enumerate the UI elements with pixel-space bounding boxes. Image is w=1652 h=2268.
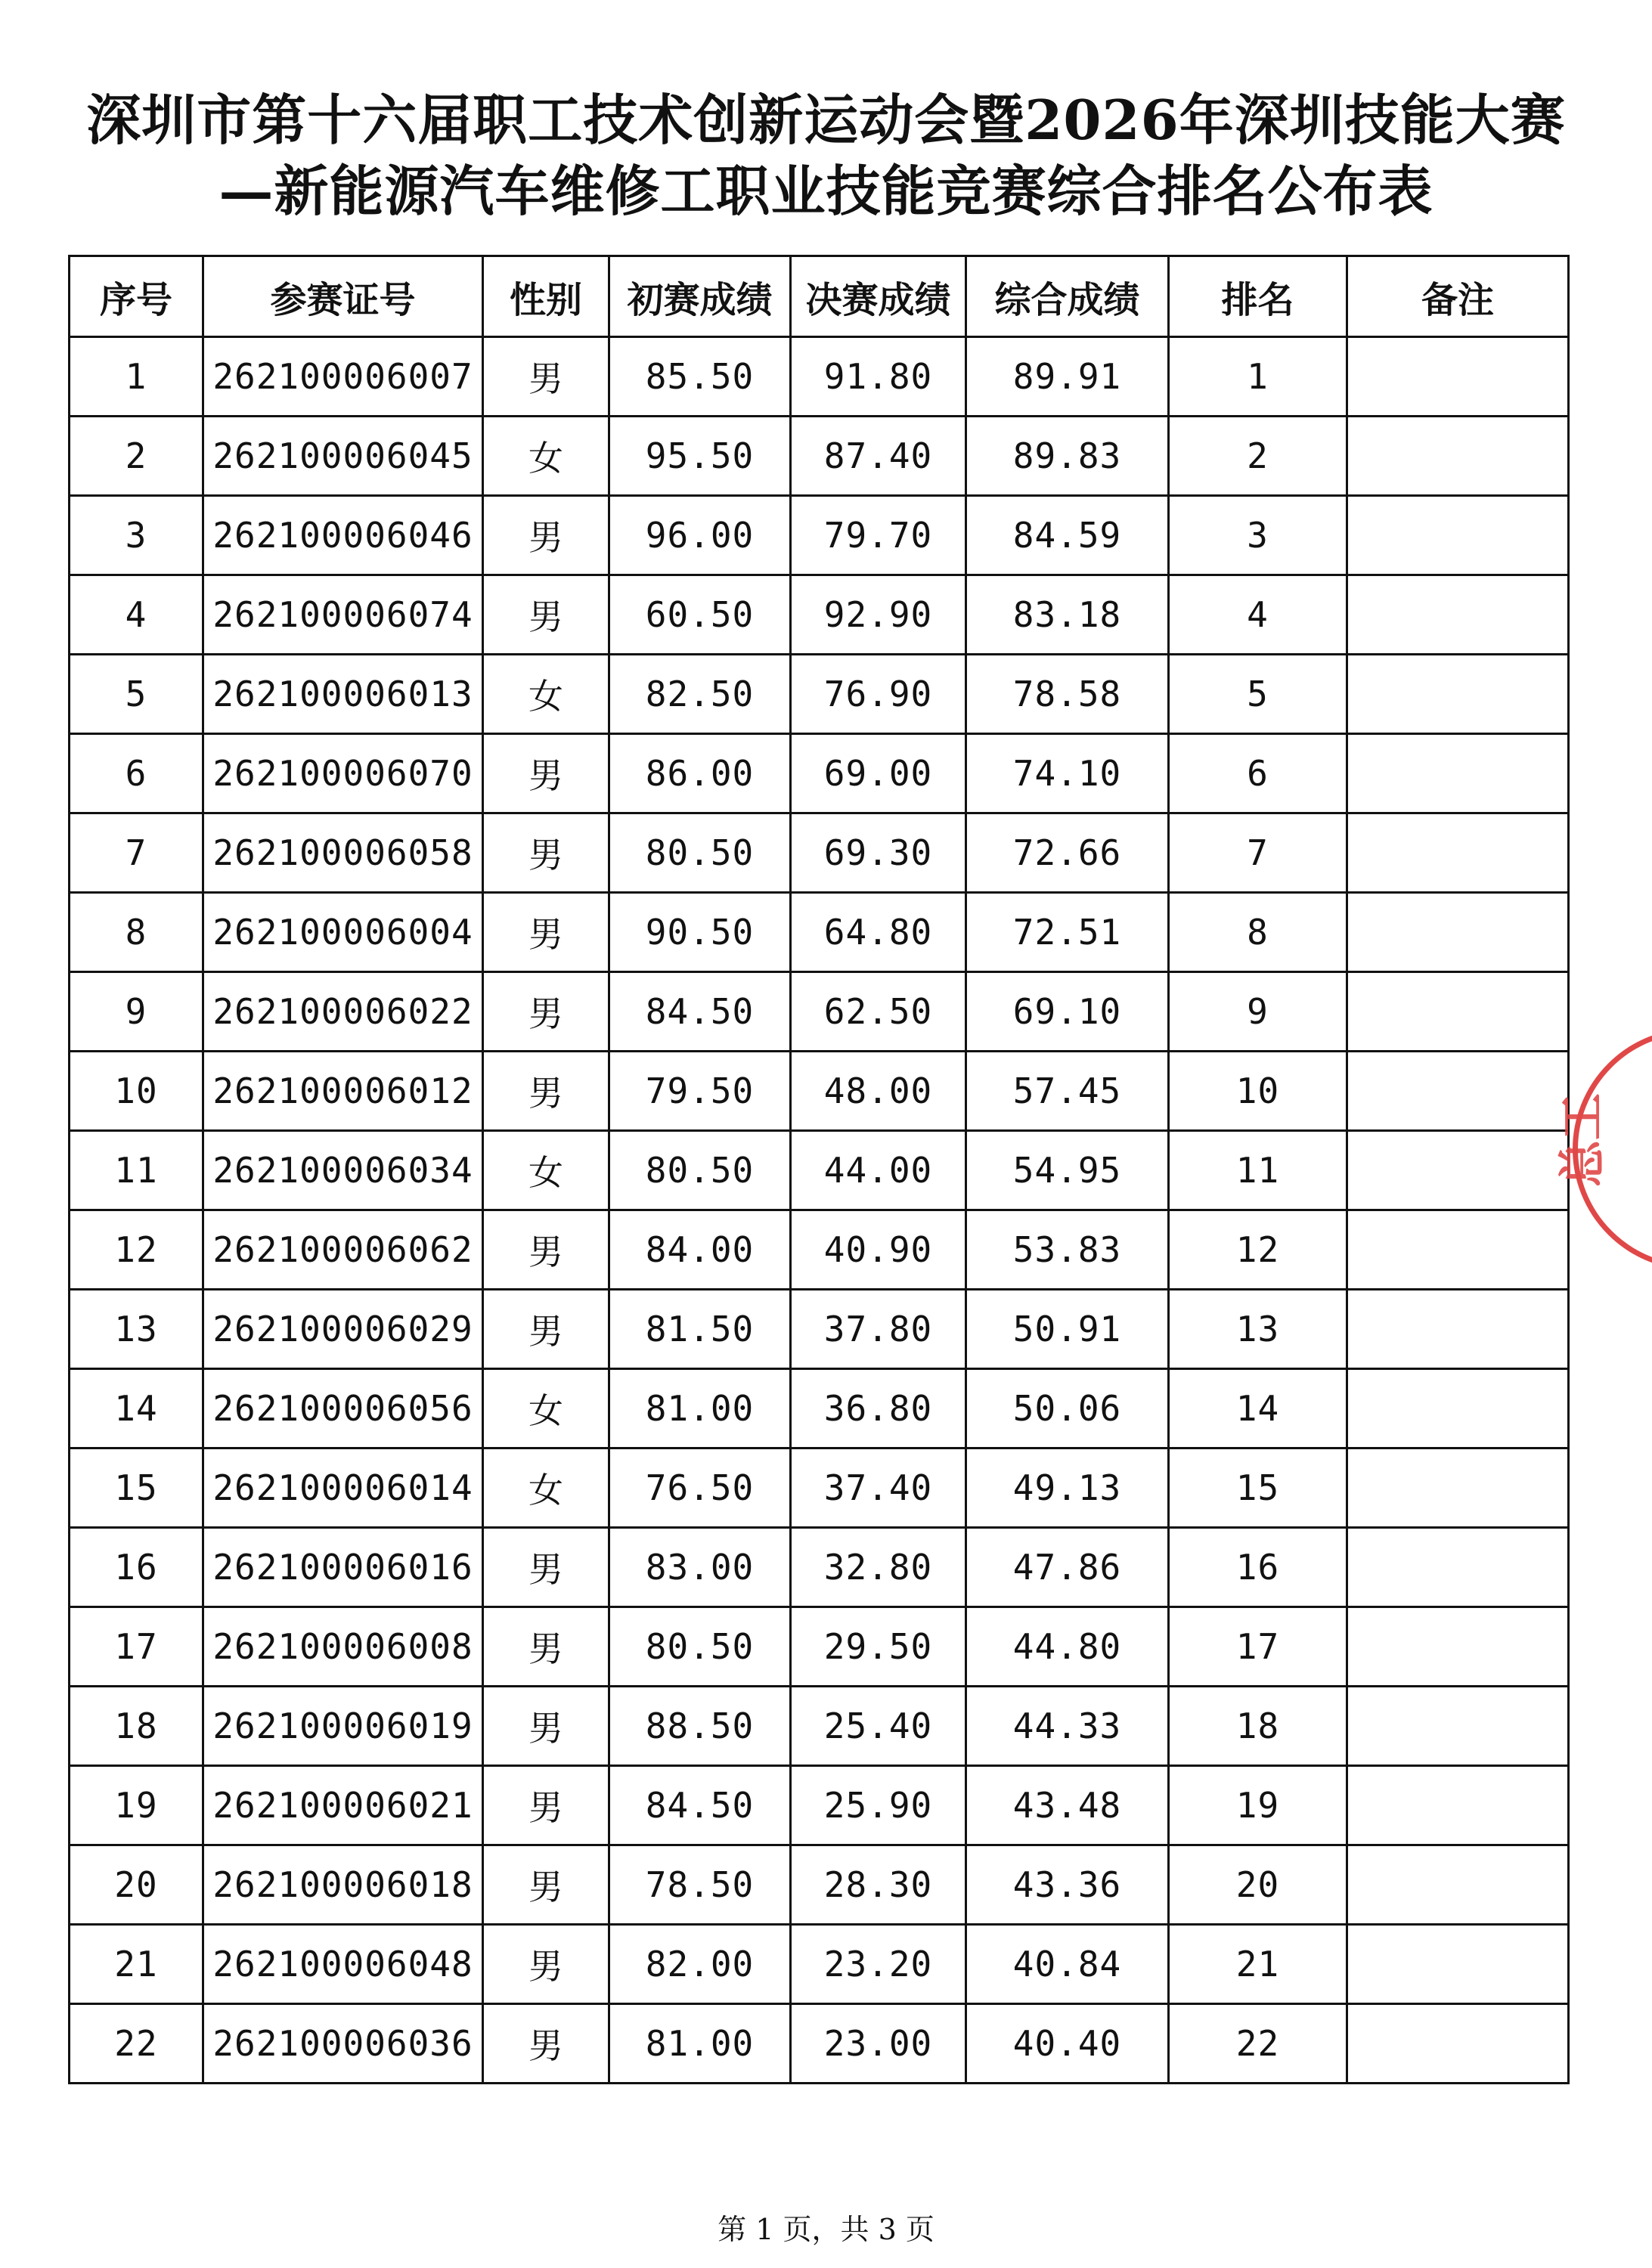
title-line-1: 深圳市第十六届职工技术创新运动会暨2026年深圳技能大赛	[86, 88, 1566, 152]
header-final-score: 决赛成绩	[791, 256, 966, 337]
cell-index: 10	[70, 1052, 203, 1131]
cell-remarks	[1347, 734, 1569, 813]
cell-index: 1	[70, 337, 203, 417]
cell-total-score: 72.66	[966, 813, 1169, 893]
cell-gender: 男	[483, 575, 609, 655]
cell-rank: 10	[1169, 1052, 1347, 1131]
cell-rank: 8	[1169, 893, 1347, 972]
cell-rank: 4	[1169, 575, 1347, 655]
cell-remarks	[1347, 1687, 1569, 1766]
table-row	[70, 1766, 1569, 1845]
cell-remarks	[1347, 2004, 1569, 2084]
cell-final-score: 69.00	[791, 734, 966, 813]
table-row	[70, 1052, 1569, 1131]
cell-remarks	[1347, 1131, 1569, 1210]
cell-final-score: 87.40	[791, 417, 966, 496]
cell-prelim-score: 76.50	[609, 1448, 791, 1528]
cell-cert-number: 262100006004	[203, 893, 483, 972]
cell-prelim-score: 96.00	[609, 496, 791, 575]
cell-rank: 21	[1169, 1925, 1347, 2004]
cell-remarks	[1347, 575, 1569, 655]
cell-cert-number: 262100006056	[203, 1369, 483, 1448]
cell-gender: 男	[483, 1766, 609, 1845]
cell-final-score: 79.70	[791, 496, 966, 575]
cell-gender: 男	[483, 813, 609, 893]
cell-cert-number: 262100006062	[203, 1210, 483, 1290]
cell-gender: 男	[483, 337, 609, 417]
cell-rank: 2	[1169, 417, 1347, 496]
cell-total-score: 54.95	[966, 1131, 1169, 1210]
ranking-table	[68, 255, 1570, 2084]
cell-remarks	[1347, 972, 1569, 1052]
header-rank: 排名	[1169, 256, 1347, 337]
cell-remarks	[1347, 1607, 1569, 1687]
cell-final-score: 40.90	[791, 1210, 966, 1290]
cell-index: 9	[70, 972, 203, 1052]
cell-index: 13	[70, 1290, 203, 1369]
cell-total-score: 50.91	[966, 1290, 1169, 1369]
cell-total-score: 43.36	[966, 1845, 1169, 1925]
cell-final-score: 92.90	[791, 575, 966, 655]
cell-gender: 男	[483, 893, 609, 972]
cell-prelim-score: 85.50	[609, 337, 791, 417]
cell-total-score: 72.51	[966, 893, 1169, 972]
table-row	[70, 893, 1569, 972]
cell-index: 21	[70, 1925, 203, 2004]
cell-final-score: 29.50	[791, 1607, 966, 1687]
cell-rank: 5	[1169, 655, 1347, 734]
table-row	[70, 575, 1569, 655]
cell-final-score: 28.30	[791, 1845, 966, 1925]
cell-total-score: 43.48	[966, 1766, 1169, 1845]
cell-total-score: 89.91	[966, 337, 1169, 417]
cell-index: 6	[70, 734, 203, 813]
cell-gender: 男	[483, 1528, 609, 1607]
cell-remarks	[1347, 655, 1569, 734]
cell-remarks	[1347, 1528, 1569, 1607]
cell-gender: 女	[483, 1369, 609, 1448]
cell-index: 16	[70, 1528, 203, 1607]
table-row	[70, 1845, 1569, 1925]
cell-remarks	[1347, 1925, 1569, 2004]
cell-final-score: 91.80	[791, 337, 966, 417]
title-line-2: —新能源汽车维修工职业技能竞赛综合排名公布表	[219, 159, 1433, 223]
cell-index: 22	[70, 2004, 203, 2084]
cell-final-score: 25.90	[791, 1766, 966, 1845]
cell-final-score: 37.80	[791, 1290, 966, 1369]
cell-remarks	[1347, 417, 1569, 496]
cell-final-score: 69.30	[791, 813, 966, 893]
cell-remarks	[1347, 1052, 1569, 1131]
cell-gender: 女	[483, 1448, 609, 1528]
cell-gender: 女	[483, 1131, 609, 1210]
cell-final-score: 37.40	[791, 1448, 966, 1528]
cell-index: 3	[70, 496, 203, 575]
cell-cert-number: 262100006046	[203, 496, 483, 575]
cell-cert-number: 262100006045	[203, 417, 483, 496]
cell-rank: 11	[1169, 1131, 1347, 1210]
cell-remarks	[1347, 1845, 1569, 1925]
cell-remarks	[1347, 496, 1569, 575]
cell-gender: 男	[483, 496, 609, 575]
cell-cert-number: 262100006074	[203, 575, 483, 655]
table-row	[70, 1448, 1569, 1528]
cell-gender: 男	[483, 1210, 609, 1290]
cell-index: 7	[70, 813, 203, 893]
cell-prelim-score: 83.00	[609, 1528, 791, 1607]
cell-cert-number: 262100006013	[203, 655, 483, 734]
cell-rank: 6	[1169, 734, 1347, 813]
cell-gender: 男	[483, 2004, 609, 2084]
cell-rank: 1	[1169, 337, 1347, 417]
cell-final-score: 62.50	[791, 972, 966, 1052]
cell-total-score: 69.10	[966, 972, 1169, 1052]
cell-rank: 15	[1169, 1448, 1347, 1528]
table-row	[70, 1210, 1569, 1290]
cell-index: 5	[70, 655, 203, 734]
cell-total-score: 47.86	[966, 1528, 1169, 1607]
cell-cert-number: 262100006018	[203, 1845, 483, 1925]
cell-total-score: 44.80	[966, 1607, 1169, 1687]
table-row	[70, 1687, 1569, 1766]
header-remarks: 备注	[1347, 256, 1569, 337]
cell-remarks	[1347, 1448, 1569, 1528]
cell-remarks	[1347, 893, 1569, 972]
cell-cert-number: 262100006019	[203, 1687, 483, 1766]
cell-index: 20	[70, 1845, 203, 1925]
cell-gender: 男	[483, 1925, 609, 2004]
table-row	[70, 655, 1569, 734]
cell-prelim-score: 81.00	[609, 1369, 791, 1448]
cell-gender: 男	[483, 1607, 609, 1687]
cell-cert-number: 262100006058	[203, 813, 483, 893]
cell-total-score: 84.59	[966, 496, 1169, 575]
cell-index: 4	[70, 575, 203, 655]
cell-final-score: 44.00	[791, 1131, 966, 1210]
table-row	[70, 1925, 1569, 2004]
cell-rank: 13	[1169, 1290, 1347, 1369]
cell-gender: 男	[483, 1290, 609, 1369]
cell-rank: 20	[1169, 1845, 1347, 1925]
table-row	[70, 337, 1569, 417]
cell-rank: 16	[1169, 1528, 1347, 1607]
cell-total-score: 74.10	[966, 734, 1169, 813]
cell-final-score: 25.40	[791, 1687, 966, 1766]
cell-cert-number: 262100006016	[203, 1528, 483, 1607]
cell-cert-number: 262100006036	[203, 2004, 483, 2084]
cell-total-score: 89.83	[966, 417, 1169, 496]
page-footer: 第 1 页，共 3 页	[718, 2213, 934, 2246]
table-row	[70, 1131, 1569, 1210]
cell-prelim-score: 84.00	[609, 1210, 791, 1290]
cell-prelim-score: 84.50	[609, 972, 791, 1052]
cell-prelim-score: 79.50	[609, 1052, 791, 1131]
cell-final-score: 23.00	[791, 2004, 966, 2084]
header-index: 序号	[70, 256, 203, 337]
cell-total-score: 50.06	[966, 1369, 1169, 1448]
cell-total-score: 57.45	[966, 1052, 1169, 1131]
cell-gender: 男	[483, 972, 609, 1052]
cell-final-score: 76.90	[791, 655, 966, 734]
cell-cert-number: 262100006048	[203, 1925, 483, 2004]
table-row	[70, 734, 1569, 813]
cell-cert-number: 262100006029	[203, 1290, 483, 1369]
table-header-row	[70, 256, 1569, 337]
cell-gender: 男	[483, 734, 609, 813]
cell-total-score: 78.58	[966, 655, 1169, 734]
cell-final-score: 64.80	[791, 893, 966, 972]
cell-final-score: 48.00	[791, 1052, 966, 1131]
cell-gender: 女	[483, 417, 609, 496]
cell-index: 19	[70, 1766, 203, 1845]
table-row	[70, 1290, 1569, 1369]
cell-prelim-score: 78.50	[609, 1845, 791, 1925]
cell-prelim-score: 95.50	[609, 417, 791, 496]
cell-index: 14	[70, 1369, 203, 1448]
cell-rank: 22	[1169, 2004, 1347, 2084]
cell-cert-number: 262100006022	[203, 972, 483, 1052]
cell-prelim-score: 81.00	[609, 2004, 791, 2084]
cell-gender: 男	[483, 1687, 609, 1766]
cell-prelim-score: 80.50	[609, 813, 791, 893]
table-row	[70, 2004, 1569, 2084]
table-row	[70, 813, 1569, 893]
cell-remarks	[1347, 337, 1569, 417]
cell-rank: 3	[1169, 496, 1347, 575]
cell-cert-number: 262100006007	[203, 337, 483, 417]
cell-gender: 男	[483, 1845, 609, 1925]
cell-rank: 12	[1169, 1210, 1347, 1290]
cell-index: 17	[70, 1607, 203, 1687]
cell-cert-number: 262100006070	[203, 734, 483, 813]
cell-gender: 男	[483, 1052, 609, 1131]
header-prelim-score: 初赛成绩	[609, 256, 791, 337]
cell-cert-number: 262100006008	[203, 1607, 483, 1687]
cell-total-score: 40.84	[966, 1925, 1169, 2004]
table-row	[70, 496, 1569, 575]
cell-rank: 17	[1169, 1607, 1347, 1687]
table-row	[70, 1528, 1569, 1607]
cell-total-score: 53.83	[966, 1210, 1169, 1290]
cell-remarks	[1347, 1369, 1569, 1448]
document-title	[0, 85, 1652, 227]
cell-final-score: 23.20	[791, 1925, 966, 2004]
cell-prelim-score: 82.00	[609, 1925, 791, 2004]
cell-prelim-score: 84.50	[609, 1766, 791, 1845]
cell-remarks	[1347, 1290, 1569, 1369]
table-row	[70, 417, 1569, 496]
cell-total-score: 44.33	[966, 1687, 1169, 1766]
header-total-score: 综合成绩	[966, 256, 1169, 337]
cell-cert-number: 262100006021	[203, 1766, 483, 1845]
table-row	[70, 972, 1569, 1052]
cell-rank: 14	[1169, 1369, 1347, 1448]
cell-rank: 9	[1169, 972, 1347, 1052]
cell-rank: 7	[1169, 813, 1347, 893]
cell-cert-number: 262100006034	[203, 1131, 483, 1210]
cell-gender: 女	[483, 655, 609, 734]
cell-total-score: 40.40	[966, 2004, 1169, 2084]
cell-prelim-score: 81.50	[609, 1290, 791, 1369]
cell-index: 18	[70, 1687, 203, 1766]
table-row	[70, 1369, 1569, 1448]
cell-final-score: 36.80	[791, 1369, 966, 1448]
cell-cert-number: 262100006014	[203, 1448, 483, 1528]
cell-final-score: 32.80	[791, 1528, 966, 1607]
header-gender: 性别	[483, 256, 609, 337]
cell-rank: 18	[1169, 1687, 1347, 1766]
cell-remarks	[1347, 813, 1569, 893]
table-row	[70, 1607, 1569, 1687]
cell-prelim-score: 80.50	[609, 1131, 791, 1210]
cell-total-score: 83.18	[966, 575, 1169, 655]
cell-remarks	[1347, 1210, 1569, 1290]
header-cert-number: 参赛证号	[203, 256, 483, 337]
cell-prelim-score: 90.50	[609, 893, 791, 972]
cell-total-score: 49.13	[966, 1448, 1169, 1528]
cell-prelim-score: 82.50	[609, 655, 791, 734]
cell-rank: 19	[1169, 1766, 1347, 1845]
cell-index: 11	[70, 1131, 203, 1210]
cell-prelim-score: 88.50	[609, 1687, 791, 1766]
cell-prelim-score: 60.50	[609, 575, 791, 655]
cell-index: 8	[70, 893, 203, 972]
cell-cert-number: 262100006012	[203, 1052, 483, 1131]
seal-text: 总工	[1554, 1092, 1610, 1187]
cell-index: 2	[70, 417, 203, 496]
cell-remarks	[1347, 1766, 1569, 1845]
cell-prelim-score: 80.50	[609, 1607, 791, 1687]
cell-prelim-score: 86.00	[609, 734, 791, 813]
cell-index: 12	[70, 1210, 203, 1290]
cell-index: 15	[70, 1448, 203, 1528]
